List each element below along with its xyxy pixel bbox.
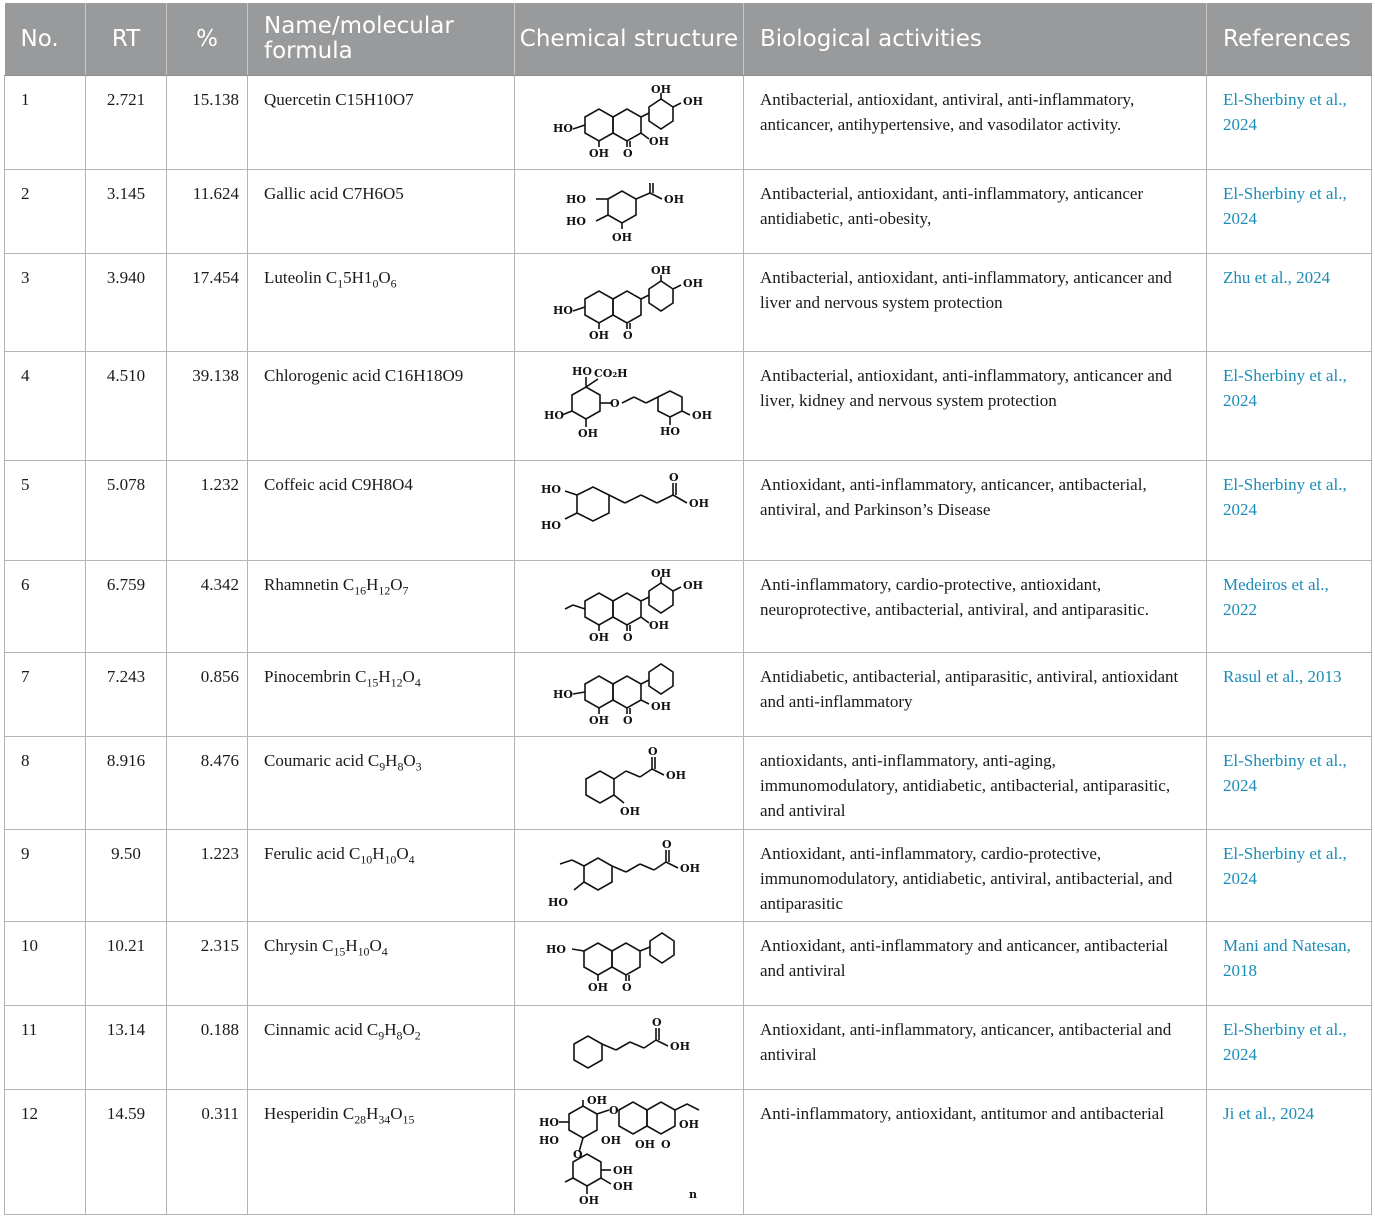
svg-text:OH: OH	[666, 769, 686, 782]
svg-text:OH: OH	[578, 427, 598, 440]
svg-text:OH: OH	[587, 1096, 607, 1107]
svg-text:O: O	[573, 1148, 583, 1161]
structure-ferulic-acid	[515, 830, 744, 922]
svg-text:OH: OH	[680, 861, 700, 875]
compound-name: Hesperidin $C_{28}H_{34}O_{15}$	[248, 1090, 515, 1215]
percentage: 1.223	[167, 830, 248, 922]
table-row	[5, 653, 1372, 737]
table-row	[5, 922, 1372, 1006]
svg-text:OH: OH	[620, 805, 640, 818]
compound-name: Rhamnetin $C_{16}H_{12}O_7$	[248, 561, 515, 653]
percentage: 11.624	[167, 170, 248, 254]
svg-text:HO: HO	[553, 687, 573, 701]
retention-time: 9.50	[86, 830, 167, 922]
svg-text:O: O	[623, 630, 633, 644]
reference-link[interactable]: El-Sherbiny et al., 2024	[1207, 76, 1372, 170]
structure-rhamnetin	[515, 561, 744, 653]
svg-text:OH: OH	[692, 409, 712, 422]
percentage: 1.232	[167, 461, 248, 561]
row-number: 5	[5, 461, 86, 561]
biological-activities: Antibacterial, antioxidant, antiviral, anti-inflammatory, anticancer, antihypertensive, and vasodilator activity.	[744, 76, 1207, 170]
biological-activities: Antioxidant, anti-inflammatory, cardio-protective, immunomodulatory, antidiabetic, antiviral, antibacterial, and antiparasitic	[744, 830, 1207, 922]
retention-time: 13.14	[86, 1006, 167, 1090]
row-number: 6	[5, 561, 86, 653]
svg-text:HO: HO	[553, 303, 573, 317]
svg-text:OH: OH	[579, 1194, 599, 1207]
reference-link[interactable]: Ji et al., 2024	[1207, 1090, 1372, 1215]
retention-time: 4.510	[86, 352, 167, 461]
compound-name: Chrysin $C_{15}H_{10}O_4$	[248, 922, 515, 1006]
reference-link[interactable]: El-Sherbiny et al., 2024	[1207, 737, 1372, 830]
biological-activities: Antibacterial, antioxidant, anti-inflammatory, anticancer and liver and nervous system protection	[744, 254, 1207, 352]
svg-text:HO: HO	[539, 1116, 559, 1129]
svg-text:OH: OH	[689, 496, 709, 510]
svg-text:OH: OH	[649, 618, 669, 632]
svg-text:HO: HO	[544, 409, 564, 422]
table-row	[5, 1006, 1372, 1090]
svg-text:OH: OH	[588, 980, 608, 994]
retention-time: 10.21	[86, 922, 167, 1006]
biological-activities: Antibacterial, antioxidant, anti-inflammatory, anticancer and liver, kidney and nervous system protection	[744, 352, 1207, 461]
percentage: 8.476	[167, 737, 248, 830]
row-number: 4	[5, 352, 86, 461]
structure-hesperidin	[515, 1090, 744, 1215]
compound-name: Gallic acid C7H6O5	[248, 170, 515, 254]
svg-text:HO: HO	[660, 425, 680, 438]
reference-link[interactable]: El-Sherbiny et al., 2024	[1207, 352, 1372, 461]
percentage: 17.454	[167, 254, 248, 352]
percentage: 39.138	[167, 352, 248, 461]
svg-text:HO: HO	[566, 214, 586, 228]
retention-time: 14.59	[86, 1090, 167, 1215]
table-row	[5, 254, 1372, 352]
structure-chlorogenic-acid	[515, 352, 744, 461]
row-number: 10	[5, 922, 86, 1006]
structure-cinnamic-acid	[515, 1006, 744, 1090]
header-no: No.	[5, 3, 86, 76]
table-header-row	[5, 3, 1372, 76]
header-references: References	[1207, 3, 1372, 76]
retention-time: 3.145	[86, 170, 167, 254]
structure-luteolin	[515, 254, 744, 352]
svg-text:OH: OH	[589, 713, 609, 727]
row-number: 9	[5, 830, 86, 922]
compound-name: Cinnamic acid $C_9H_8O_2$	[248, 1006, 515, 1090]
header-structure: Chemical structure	[515, 3, 744, 76]
structure-chrysin	[515, 922, 744, 1006]
table-row	[5, 1090, 1372, 1215]
header-name: Name/molecular formula	[248, 3, 515, 76]
retention-time: 7.243	[86, 653, 167, 737]
svg-text:HO: HO	[572, 365, 592, 378]
table-row	[5, 737, 1372, 830]
biological-activities: Antioxidant, anti-inflammatory and anticancer, antibacterial and antiviral	[744, 922, 1207, 1006]
reference-link[interactable]: El-Sherbiny et al., 2024	[1207, 830, 1372, 922]
retention-time: 8.916	[86, 737, 167, 830]
compound-name: Ferulic acid $C_{10}H_{10}O_4$	[248, 830, 515, 922]
svg-text:HO: HO	[546, 942, 566, 956]
percentage: 0.188	[167, 1006, 248, 1090]
svg-text:OH: OH	[679, 1118, 699, 1131]
percentage: 4.342	[167, 561, 248, 653]
svg-text:OH: OH	[612, 230, 632, 244]
svg-text:O: O	[623, 713, 633, 727]
table-row	[5, 76, 1372, 170]
row-number: 11	[5, 1006, 86, 1090]
svg-text:OH: OH	[683, 578, 703, 592]
svg-text:OH: OH	[664, 192, 684, 206]
svg-text:O: O	[661, 1138, 671, 1151]
svg-text:OH: OH	[651, 84, 671, 96]
row-number: 3	[5, 254, 86, 352]
svg-text:HO: HO	[553, 121, 573, 135]
biological-activities: Antioxidant, anti-inflammatory, anticancer, antibacterial and antiviral	[744, 1006, 1207, 1090]
svg-text:OH: OH	[635, 1138, 655, 1151]
svg-text:OH: OH	[613, 1164, 633, 1177]
compound-name: Chlorogenic acid C16H18O9	[248, 352, 515, 461]
svg-text:O: O	[662, 837, 672, 851]
svg-text:OH: OH	[601, 1134, 621, 1147]
svg-text:OH: OH	[589, 328, 609, 342]
reference-link[interactable]: Medeiros et al., 2022	[1207, 561, 1372, 653]
percentage: 15.138	[167, 76, 248, 170]
row-number: 1	[5, 76, 86, 170]
svg-text:OH: OH	[589, 630, 609, 644]
biological-activities: Anti-inflammatory, antioxidant, antitumor and antibacterial	[744, 1090, 1207, 1215]
svg-text:HO: HO	[566, 192, 586, 206]
svg-text:O: O	[648, 745, 658, 758]
svg-text:CO₂H: CO₂H	[594, 367, 628, 380]
svg-text:HO: HO	[539, 1134, 559, 1147]
table-row	[5, 461, 1372, 561]
header-activities: Biological activities	[744, 3, 1207, 76]
table-row	[5, 170, 1372, 254]
row-number: 7	[5, 653, 86, 737]
row-number: 12	[5, 1090, 86, 1215]
structure-pinocembrin	[515, 653, 744, 737]
table-row	[5, 561, 1372, 653]
svg-text:n: n	[689, 1188, 697, 1201]
table-row	[5, 352, 1372, 461]
percentage: 2.315	[167, 922, 248, 1006]
svg-text:HO: HO	[548, 895, 568, 909]
percentage: 0.856	[167, 653, 248, 737]
reference-link[interactable]: Rasul et al., 2013	[1207, 653, 1372, 737]
svg-text:OH: OH	[670, 1039, 690, 1053]
retention-time: 3.940	[86, 254, 167, 352]
biological-activities: Antioxidant, anti-inflammatory, anticancer, antibacterial, antiviral, and Parkinson’s Disease	[744, 461, 1207, 561]
compound-name: Luteolin $C_15H1_0O_6$	[248, 254, 515, 352]
svg-text:O: O	[609, 1104, 619, 1117]
retention-time: 2.721	[86, 76, 167, 170]
biological-activities: Antidiabetic, antibacterial, antiparasitic, antiviral, antioxidant and anti-inflammatory	[744, 653, 1207, 737]
svg-text:O: O	[610, 397, 620, 410]
compound-name: Coffeic acid C9H8O4	[248, 461, 515, 561]
structure-gallic-acid	[515, 170, 744, 254]
svg-text:OH: OH	[613, 1180, 633, 1193]
svg-text:OH: OH	[651, 568, 671, 580]
structure-quercetin	[515, 76, 744, 170]
biological-activities: Anti-inflammatory, cardio-protective, antioxidant, neuroprotective, antibacterial, antiviral, and antiparasitic.	[744, 561, 1207, 653]
svg-text:HO: HO	[541, 482, 561, 496]
row-number: 2	[5, 170, 86, 254]
retention-time: 5.078	[86, 461, 167, 561]
structure-coumaric-acid	[515, 737, 744, 830]
svg-text:O: O	[622, 980, 632, 994]
row-number: 8	[5, 737, 86, 830]
compound-name: Quercetin C15H10O7	[248, 76, 515, 170]
compounds-table	[4, 3, 1372, 1215]
compound-name: Pinocembrin $C_{15}H_{12}O_4$	[248, 653, 515, 737]
svg-text:OH: OH	[651, 263, 671, 277]
biological-activities: Antibacterial, antioxidant, anti-inflammatory, anticancer antidiabetic, anti-obesity,	[744, 170, 1207, 254]
reference-link[interactable]: El-Sherbiny et al., 2024	[1207, 170, 1372, 254]
header-percent: %	[167, 3, 248, 76]
svg-text:O: O	[623, 328, 633, 342]
header-rt: RT	[86, 3, 167, 76]
reference-link[interactable]: Zhu et al., 2024	[1207, 254, 1372, 352]
svg-text:OH: OH	[651, 699, 671, 713]
svg-text:OH: OH	[683, 276, 703, 290]
structure-coffeic-acid	[515, 461, 744, 561]
reference-link[interactable]: El-Sherbiny et al., 2024	[1207, 461, 1372, 561]
table-row	[5, 830, 1372, 922]
svg-text:O: O	[669, 472, 679, 484]
svg-text:OH: OH	[649, 134, 669, 148]
svg-text:OH: OH	[683, 94, 703, 108]
reference-link[interactable]: El-Sherbiny et al., 2024	[1207, 1006, 1372, 1090]
biological-activities: antioxidants, anti-inflammatory, anti-aging, immunomodulatory, antidiabetic, antibacterial, antiparasitic, and antiviral	[744, 737, 1207, 830]
reference-link[interactable]: Mani and Natesan, 2018	[1207, 922, 1372, 1006]
svg-text:O: O	[623, 146, 633, 160]
compound-name: Coumaric acid $C_9H_8O_3$	[248, 737, 515, 830]
svg-text:HO: HO	[541, 518, 561, 532]
svg-text:OH: OH	[589, 146, 609, 160]
svg-text:O: O	[652, 1015, 662, 1029]
retention-time: 6.759	[86, 561, 167, 653]
percentage: 0.311	[167, 1090, 248, 1215]
